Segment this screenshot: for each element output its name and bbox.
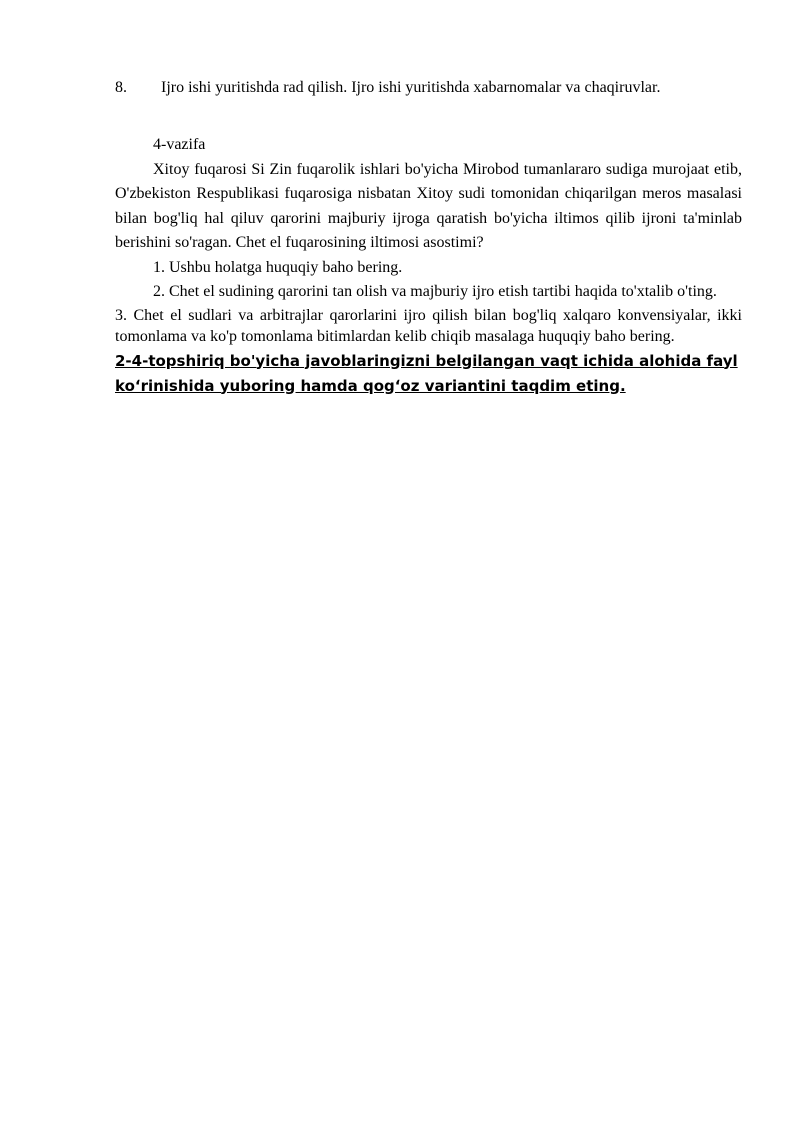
notice-line-2: koʻrinishida yuboring hamda qogʻoz variantini taqdim eting. [115,376,626,395]
notice-line-1: 2-4-topshiriq bo'yicha javoblaringizni belgilangan vaqt ichida alohida fayl [115,351,738,370]
task-body: Xitoy fuqarosi Si Zin fuqarolik ishlari bo'yicha Mirobod tumanlararo sudiga murojaat etib, O'zbekiston Respublikasi fuqarosiga nisbatan Xitoy sudi tomonidan chiqarilgan meros masalasi bilan bog'liq hal qiluv qarorini majburiy ijroga qaratish bo'yicha iltimos qilib ijroni ta'minlab berishini so'ragan. Chet el fuqarosining iltimosi asostimi? [115,160,742,251]
document-page [115,77,742,399]
item-8 [115,77,742,99]
item-8-number: 8. [115,79,127,96]
question-2: 2. Chet el sudining qarorini tan olish va majburiy ijro etish tartibi haqida to'xtalib o'ting. [153,283,717,300]
submission-notice [115,349,742,399]
task-title: 4-vazifa [153,136,206,153]
question-1: 1. Ushbu holatga huquqiy baho bering. [153,258,403,276]
question-3: 3. Chet el sudlari va arbitrajlar qarorlarini ijro qilish bilan bog'liq xalqaro konvensiyalar, ikki tomonlama va ko'p tomonlama bitimlardan kelib chiqib masalaga huquqiy baho bering. [115,306,742,345]
item-8-text: Ijro ishi yuritishda rad qilish. Ijro ishi yuritishda xabarnomalar va chaqiruvlar. [161,79,661,96]
